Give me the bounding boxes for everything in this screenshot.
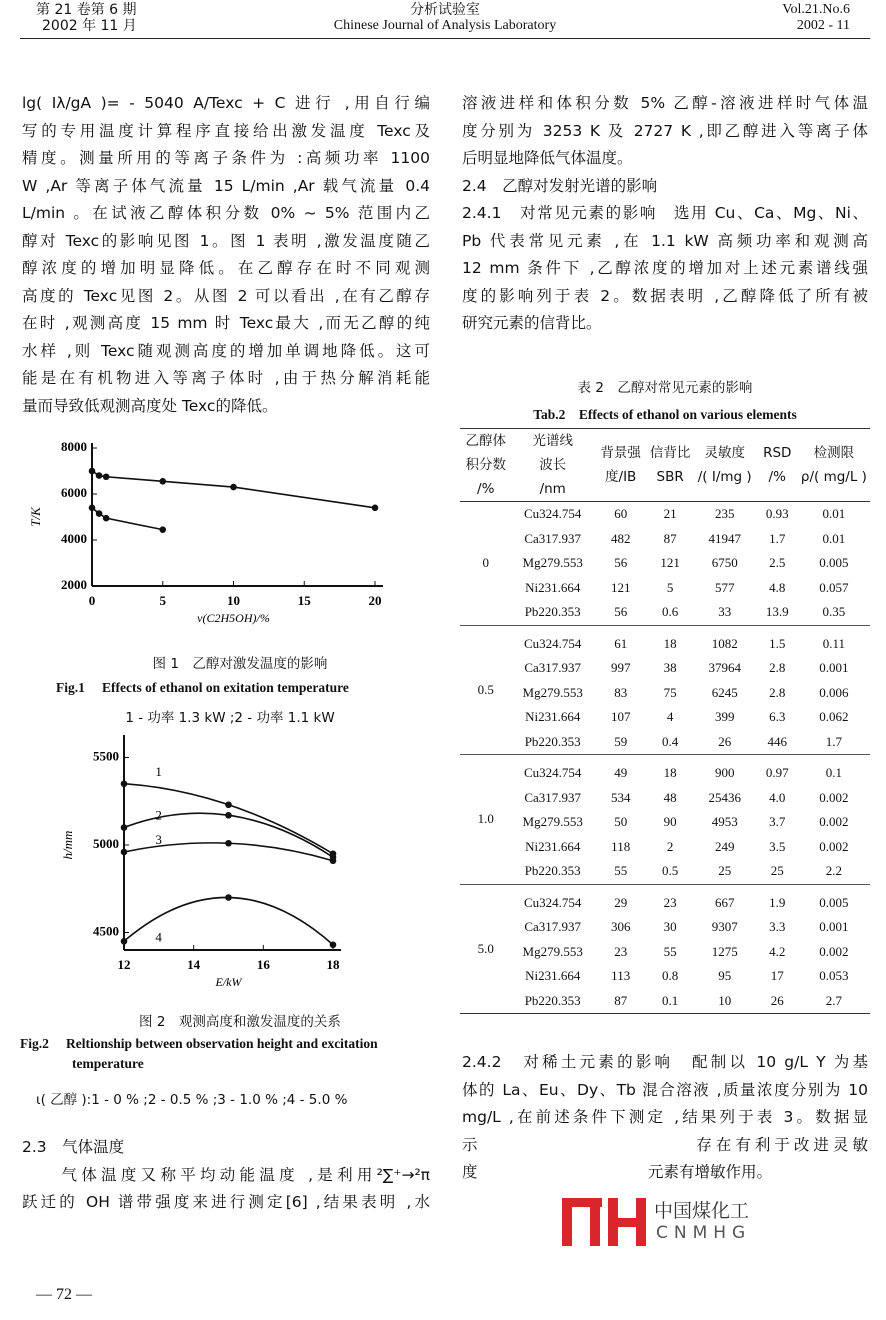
table-header-cell: RSD /%: [763, 445, 792, 485]
text-line: 2.4.1 对常见元素的影响 选用 Cu、Ca、Mg、Ni、: [462, 204, 868, 222]
table-cell: 0.006: [819, 684, 849, 700]
table-cell: Pb220.353: [524, 992, 581, 1008]
table-cell: 25: [770, 863, 784, 879]
table-cell: 900: [714, 765, 735, 781]
table-cell: 1275: [711, 943, 738, 959]
watermark-text-cn: 中国煤化工: [654, 1200, 750, 1222]
table-row: [460, 681, 870, 706]
text-line: 在时 ,观测高度 15 mm 时 Texc最大 ,而无乙醇的纯: [22, 314, 430, 332]
table-cell: 0.057: [819, 579, 849, 595]
x-tick-label: 18: [326, 957, 340, 972]
text-line: Pb 代表常见元素 ,在 1.1 kW 高频功率和观测高: [462, 231, 868, 250]
x-tick-label: 16: [256, 957, 270, 972]
data-point: [225, 894, 232, 901]
data-point: [103, 473, 110, 480]
table-cell: 87: [614, 992, 628, 1008]
x-tick-label: 15: [297, 593, 311, 608]
table-cell: Ni231.664: [525, 579, 581, 595]
table-cell: 0.002: [819, 789, 849, 805]
table-cell: 482: [610, 530, 631, 546]
table-cell: 399: [714, 709, 735, 725]
table-cell: 61: [614, 635, 628, 651]
table-2-title-en: Tab.2 Effects of ethanol on various elements: [533, 407, 797, 422]
table-cell: 26: [718, 733, 732, 749]
y-tick-label: 5000: [93, 836, 119, 851]
table-cell: 6750: [711, 555, 738, 571]
table-cell: 29: [614, 894, 628, 910]
table-cell: 0.1: [825, 765, 843, 781]
table-row: [460, 705, 870, 730]
table-cell: 0.001: [819, 919, 849, 935]
table-cell: Mg279.553: [522, 684, 583, 700]
table-row: [460, 915, 870, 940]
table-cell: 55: [663, 943, 677, 959]
table-cell: 249: [714, 838, 735, 854]
table-cell: 2.5: [769, 555, 786, 571]
table-cell: 0.002: [819, 943, 849, 959]
table-row: [460, 730, 870, 755]
table-cell: 49: [614, 765, 628, 781]
table-cell: 2.8: [769, 684, 786, 700]
table-cell: 0.6: [662, 604, 679, 620]
table-cell: 38: [663, 660, 677, 676]
table-cell: 534: [610, 789, 631, 805]
data-point: [225, 840, 232, 847]
table-cell: 21: [663, 506, 677, 522]
table-cell: 0.4: [662, 733, 679, 749]
data-point: [121, 824, 128, 831]
table-cell: 13.9: [765, 604, 789, 620]
text-line: 研究元素的信背比。: [462, 314, 602, 332]
table-cell: 118: [611, 838, 631, 854]
text-line: 精度。测量所用的等离子条件为 :高频功率 1100: [22, 149, 430, 167]
text-line: 跃迁的 OH 谱带强度来进行测定[6] ,结果表明 ,水: [22, 1193, 430, 1211]
series-label: 1: [155, 763, 162, 779]
table-row: [460, 786, 870, 811]
table-cell: 1.5: [769, 635, 786, 651]
text-line: 后明显地降低气体温度。: [462, 149, 633, 167]
table-cell: 997: [610, 660, 631, 676]
right-bottom-text: [462, 1049, 868, 1187]
table-cell: 1082: [711, 635, 738, 651]
journal-volume: 第 21 卷第 6 期 2002 年 11 月: [36, 2, 137, 34]
table-row: [460, 576, 870, 601]
table-header-cell: 乙醇体 积分数 /%: [465, 433, 506, 497]
table-cell: 55: [614, 863, 628, 879]
table-row: [460, 940, 870, 965]
watermark-logo: [560, 1196, 750, 1248]
table-cell: 9307: [711, 919, 738, 935]
data-point: [159, 526, 166, 533]
text-line: 度分别为 3253 K 及 2727 K ,即乙醇进入等离子体: [462, 121, 868, 140]
table-cell: 121: [660, 555, 680, 571]
table-cell: 37964: [708, 660, 741, 676]
table-cell: 41947: [708, 530, 741, 546]
text-line: 度 元素有增敏作用。: [462, 1163, 773, 1181]
table-cell: 235: [714, 506, 735, 522]
text-line: 2.3 气体温度: [22, 1138, 125, 1156]
table-cell: Ca317.937: [524, 789, 582, 805]
left-bottom-text: [22, 1134, 430, 1217]
series-label: 3: [155, 832, 162, 847]
y-tick-label: 4500: [93, 923, 119, 939]
journal-title: 分析试验室 Chinese Journal of Analysis Laboratory: [333, 2, 557, 33]
data-point: [330, 857, 337, 864]
table-cell: Mg279.553: [522, 814, 583, 830]
table-2-title-cn: 表 2 乙醇对常见元素的影响: [577, 380, 753, 396]
table-cell: 0.005: [819, 555, 849, 571]
table-header-cell: 光谱线 波长 /nm: [532, 433, 573, 497]
table-cell: 0.005: [819, 894, 849, 910]
table-row: [460, 810, 870, 835]
table-cell: 60: [614, 506, 628, 522]
table-header-cell: 信背比 SBR: [649, 445, 691, 485]
table-cell: Mg279.553: [522, 943, 583, 959]
y-tick-label: 6000: [61, 485, 87, 500]
table-cell: 87: [663, 530, 677, 546]
table-cell: 1.9: [769, 894, 786, 910]
table-cell: 1.7: [769, 530, 786, 546]
table-cell: 0.1: [662, 992, 679, 1008]
table-cell: Ni231.664: [525, 709, 581, 725]
text-line: 度的影响列于表 2。数据表明 ,乙醇降低了所有被: [462, 286, 868, 305]
y-axis-label: T/K: [28, 507, 43, 527]
table-row: [460, 989, 870, 1014]
text-line: mg/L ,在前述条件下测定 ,结果列于表 3。数据显: [462, 1108, 868, 1126]
table-cell: 83: [614, 684, 628, 700]
table-cell: 3.7: [769, 814, 786, 830]
table-cell: Pb220.353: [524, 733, 581, 749]
table-cell: Cu324.754: [523, 506, 582, 522]
table-cell: Pb220.353: [524, 863, 581, 879]
table-cell: 50: [614, 814, 628, 830]
y-tick-label: 5500: [93, 748, 119, 764]
table-row: [460, 551, 870, 576]
table-row: [460, 600, 870, 625]
x-axis-label: E/kW: [215, 975, 242, 989]
table-cell: 26: [770, 992, 784, 1008]
table-row: [460, 884, 870, 915]
concentration-cell: 5.0: [477, 940, 494, 956]
table-cell: 107: [610, 709, 631, 725]
table-cell: 18: [663, 635, 677, 651]
table-cell: 0.97: [765, 765, 789, 781]
table-cell: 23: [614, 943, 628, 959]
table-cell: 0.062: [819, 709, 849, 725]
table-cell: 113: [611, 968, 631, 984]
table-row: [460, 964, 870, 989]
text-line: 示 存在有利于改进灵敏: [462, 1135, 868, 1154]
table-2: [460, 428, 870, 1014]
table-cell: Cu324.754: [523, 894, 582, 910]
watermark-text-en: CNMHG: [656, 1223, 752, 1243]
series-line-2: [92, 508, 163, 530]
table-cell: 0.002: [819, 838, 849, 854]
table-cell: 30: [663, 919, 677, 935]
table-cell: 4.0: [769, 789, 786, 805]
series-label: 2: [155, 807, 162, 823]
table-row: [460, 502, 870, 527]
table-cell: 23: [663, 894, 677, 910]
x-tick-label: 20: [368, 593, 382, 608]
table-cell: 10: [718, 992, 732, 1008]
y-tick-label: 8000: [61, 439, 87, 454]
table-cell: Ca317.937: [524, 530, 582, 546]
table-cell: 25: [718, 863, 732, 879]
x-tick-label: 14: [187, 957, 201, 972]
table-row: [460, 835, 870, 860]
concentration-cell: 0.5: [477, 681, 494, 697]
x-tick-label: 12: [117, 957, 131, 972]
table-cell: 59: [614, 733, 628, 749]
data-point: [89, 505, 96, 512]
y-tick-label: 4000: [61, 531, 87, 546]
table-cell: 0.01: [822, 530, 846, 546]
figure-1-caption-cn: 图 1 乙醇对激发温度的影响: [152, 656, 328, 672]
table-row: [460, 755, 870, 786]
text-line: 2.4.2 对稀土元素的影响 配制以 10 g/L Y 为基: [462, 1053, 868, 1071]
table-cell: 306: [610, 919, 631, 935]
x-tick-label: 10: [227, 593, 240, 608]
table-cell: 0.001: [819, 660, 849, 676]
text-line: 量而导致低观测高度处 Texc的降低。: [22, 396, 278, 415]
data-point: [121, 780, 128, 787]
journal-issue: Vol.21.No.6 2002 - 11: [782, 2, 850, 33]
text-line: 醇浓度的增加明显降低。在乙醇存在时不同观测: [22, 259, 430, 277]
table-row: [460, 859, 870, 884]
table-cell: 0.01: [822, 506, 846, 522]
x-axis-label: v(C2H5OH)/%: [197, 611, 270, 625]
table-cell: 0.5: [662, 863, 679, 879]
table-header-cell: 灵敏度 /( I/mg ): [697, 445, 752, 485]
table-cell: 18: [663, 765, 677, 781]
table-cell: 0.002: [819, 814, 849, 830]
figure-1-legend: 1 - 功率 1.3 kW ;2 - 功率 1.1 kW: [125, 710, 335, 726]
data-point: [103, 515, 110, 522]
table-cell: 5: [666, 579, 674, 595]
text-line: 高度的 Texc见图 2。从图 2 可以看出 ,在有乙醇存: [22, 286, 430, 305]
table-header-cell: 背景强 度/IB: [600, 445, 641, 485]
table-cell: 6.3: [769, 709, 786, 725]
table-cell: Ni231.664: [525, 838, 581, 854]
table-cell: Mg279.553: [522, 555, 583, 571]
table-cell: 121: [610, 579, 631, 595]
table-row: [460, 656, 870, 681]
table-cell: 1.7: [825, 733, 843, 749]
data-point: [96, 510, 103, 517]
data-point: [225, 801, 232, 808]
y-axis-label: h/mm: [60, 830, 75, 860]
table-cell: 667: [714, 894, 735, 910]
table-cell: 95: [718, 968, 732, 984]
text-line: 气体温度又称平均动能温度 ,是利用²∑⁺→²π: [22, 1165, 430, 1184]
concentration-cell: 0: [482, 555, 489, 571]
data-point: [372, 505, 379, 512]
table-cell: 577: [714, 579, 735, 595]
table-row: [460, 527, 870, 552]
text-line: 醇对 Texc的影响见图 1。图 1 表明 ,激发温度随乙: [22, 231, 430, 250]
table-cell: 0.053: [819, 968, 849, 984]
text-line: 溶液进样和体积分数 5% 乙醇-溶液进样时气体温: [462, 94, 868, 112]
table-cell: 3.5: [769, 838, 786, 854]
x-tick-label: 5: [159, 593, 166, 608]
text-line: lg( Iλ/gA )= - 5040 A/Texc + C 进行 ,用自行编: [22, 94, 430, 112]
text-line: 2.4 乙醇对发射光谱的影响: [462, 176, 658, 195]
table-cell: 4.2: [769, 943, 786, 959]
data-point: [121, 849, 128, 856]
data-point: [225, 812, 232, 819]
table-cell: 25436: [708, 789, 741, 805]
data-point: [330, 941, 337, 948]
table-cell: 48: [663, 789, 677, 805]
text-line: 能是在有机物进入等离子体时 ,由于热分解消耗能: [22, 369, 430, 387]
text-line: L/min 。在试液乙醇体积分数 0% ~ 5% 范围内乙: [22, 204, 430, 222]
table-cell: 33: [718, 604, 732, 620]
table-cell: 446: [767, 733, 787, 749]
figure-1-caption-en: Fig.1 Effects of ethanol on exitation temperature: [56, 680, 349, 695]
watermark-mh-icon: [560, 1196, 650, 1248]
text-line: 体的 La、Eu、Dy、Tb 混合溶液 ,质量浓度分别为 10: [462, 1080, 868, 1099]
table-cell: 3.3: [769, 919, 786, 935]
table-cell: 4: [666, 709, 674, 725]
y-tick-label: 2000: [61, 577, 87, 592]
x-tick-label: 0: [88, 593, 96, 608]
figure-2-caption-cn: 图 2 观测高度和激发温度的关系: [139, 1014, 341, 1030]
table-cell: 90: [663, 814, 677, 830]
text-line: 写的专用温度计算程序直接给出激发温度 Texc及: [22, 121, 430, 140]
text-line: 12 mm 条件下 ,乙醇浓度的增加对上述元素谱线强: [462, 259, 868, 277]
table-cell: 0.35: [822, 604, 846, 620]
table-cell: 0.93: [765, 506, 789, 522]
table-cell: 2: [666, 838, 674, 854]
series-label: 4: [155, 929, 162, 945]
table-cell: Cu324.754: [523, 635, 582, 651]
table-cell: 4.8: [769, 579, 786, 595]
table-cell: Ca317.937: [524, 919, 582, 935]
table-cell: 0.11: [822, 635, 846, 651]
data-point: [89, 468, 96, 475]
table-header-cell: 检测限 ρ/( mg/L ): [800, 445, 867, 485]
table-cell: 0.8: [662, 968, 679, 984]
data-point: [230, 484, 237, 491]
data-point: [159, 478, 166, 485]
figure-2-legend: ι( 乙醇 ):1 - 0 % ;2 - 0.5 % ;3 - 1.0 % ;4 - 5.0 %: [36, 1092, 348, 1108]
table-cell: Cu324.754: [523, 765, 582, 781]
table-cell: 4953: [711, 814, 738, 830]
table-cell: 2.7: [825, 992, 843, 1008]
table-cell: 17: [770, 968, 784, 984]
table-cell: Ni231.664: [525, 968, 581, 984]
data-point: [96, 472, 103, 479]
text-line: W ,Ar 等离子体气流量 15 L/min ,Ar 载气流量 0.4: [22, 176, 430, 195]
table-cell: 6245: [711, 684, 738, 700]
table-cell: 75: [663, 684, 677, 700]
text-line: 水样 ,则 Texc随观测高度的增加单调地降低。这可: [22, 341, 430, 360]
concentration-cell: 1.0: [477, 811, 494, 827]
table-cell: Pb220.353: [524, 604, 581, 620]
data-point: [121, 938, 128, 945]
page-number: — 72 —: [36, 1286, 92, 1303]
table-cell: 2.8: [769, 660, 786, 676]
table-row: [460, 625, 870, 656]
table-cell: Ca317.937: [524, 660, 582, 676]
table-cell: 56: [614, 555, 628, 571]
table-cell: 2.2: [825, 863, 843, 879]
figure-2-caption-en: Fig.2 Reltionship between observation height and excitation temperature: [20, 1036, 378, 1071]
table-cell: 56: [614, 604, 628, 620]
